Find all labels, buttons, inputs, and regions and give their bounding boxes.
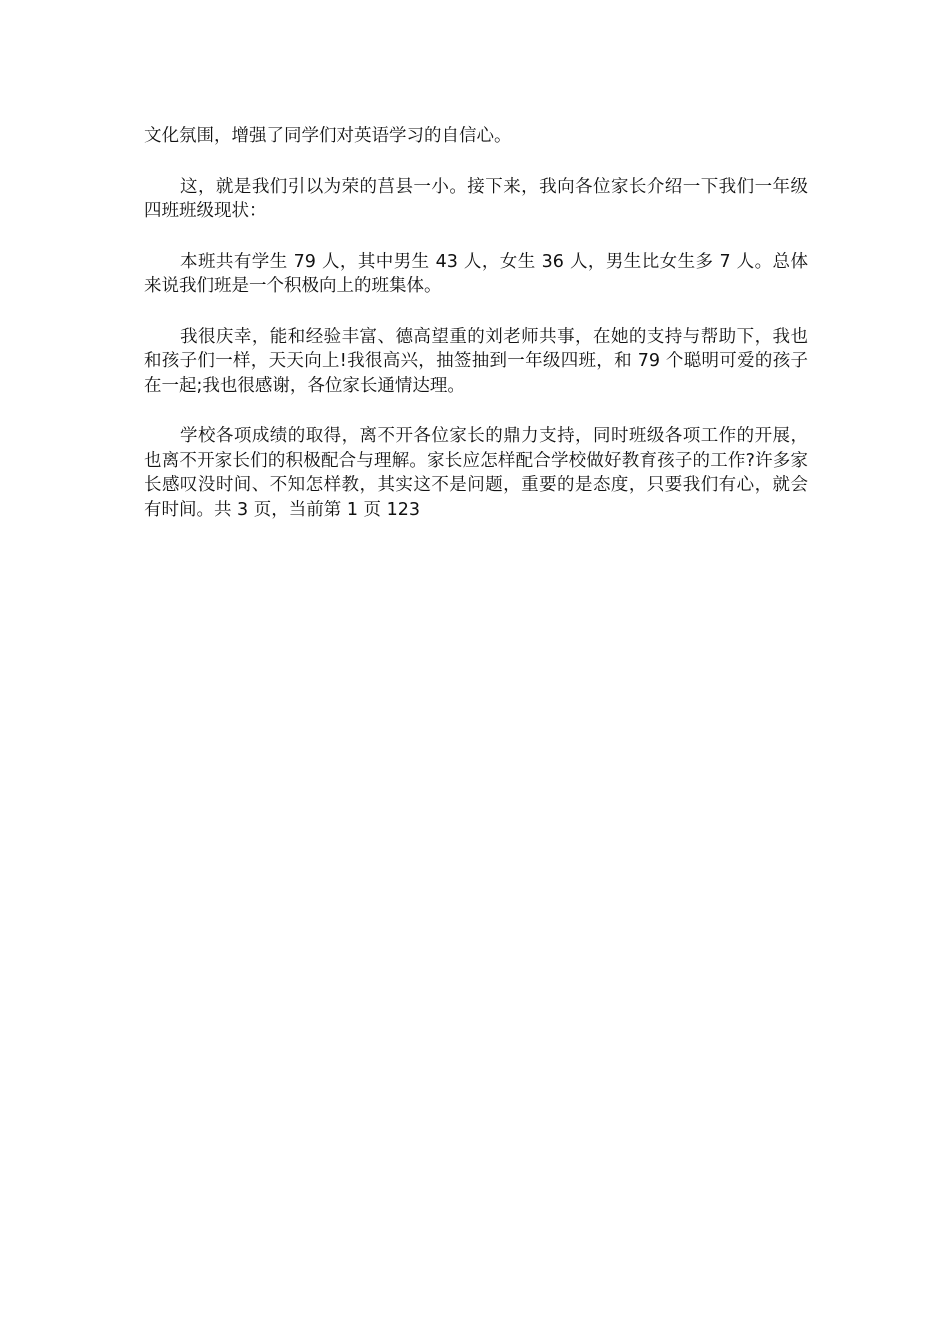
paragraph-3: 本班共有学生 79 人，其中男生 43 人，女生 36 人，男生比女生多 7 人。总体来说我们班是一个积极向上的班集体。	[144, 251, 808, 296]
paragraph-5: 学校各项成绩的取得，离不开各位家长的鼎力支持，同时班级各项工作的开展，也离不开家长们的积极配合与理解。家长应怎样配合学校做好教育孩子的工作?许多家长感叹没时间、不知怎样教，其实这不是问题，重要的是态度，只要我们有心，就会有时间。共 3 页，当前第 1 页 123	[144, 426, 808, 520]
paragraph-2: 这，就是我们引以为荣的莒县一小。接下来，我向各位家长介绍一下我们一年级四班班级现状：	[144, 176, 808, 221]
paragraph-1: 文化氛围，增强了同学们对英语学习的自信心。	[144, 126, 512, 146]
paragraph-4: 我很庆幸，能和经验丰富、德高望重的刘老师共事，在她的支持与帮助下，我也和孩子们一样，天天向上!我很高兴，抽签抽到一年级四班，和 79 个聪明可爱的孩子在一起;我也很感谢，各位家长通情达理。	[144, 326, 808, 396]
document-body	[144, 124, 808, 548]
